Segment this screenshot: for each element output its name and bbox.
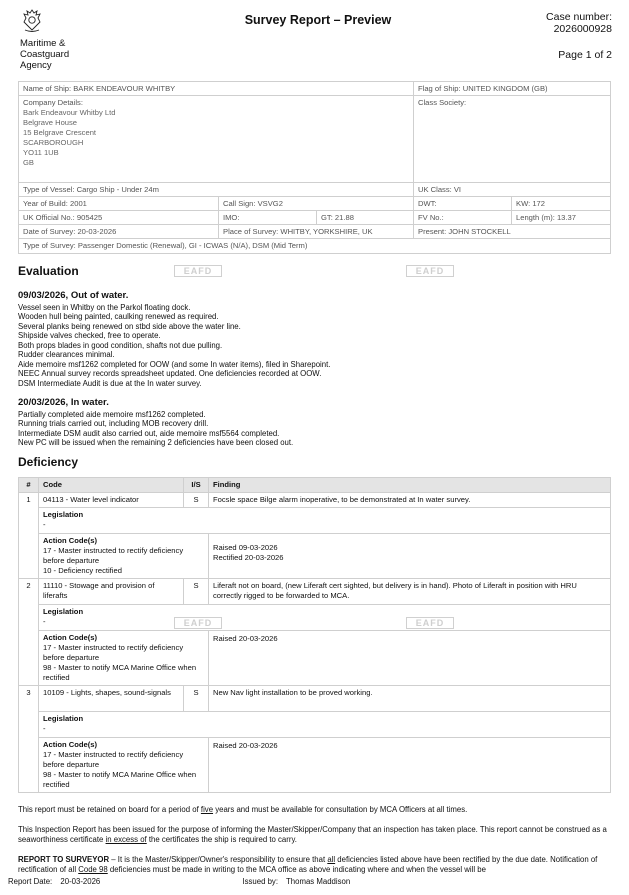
column-header: I/S — [184, 478, 209, 493]
table-row — [19, 712, 611, 738]
uk-class: UK Class: VI — [418, 185, 462, 194]
watermark: EAFD — [174, 617, 222, 629]
report-date-label: Report Date: — [8, 877, 53, 886]
class-society: Class Society: — [418, 98, 467, 107]
legislation-value: - — [43, 520, 46, 529]
deficiency-code: 11110 - Stowage and provision of liferafts — [39, 579, 184, 605]
fv-number: FV No.: — [414, 211, 512, 224]
legislation-cell — [39, 605, 611, 631]
deficiency-table — [18, 477, 611, 793]
evaluation-date: 20/03/2026, In water. — [18, 397, 109, 408]
action-code: 98 - Master to notify MCA Marine Office when rectified — [43, 663, 197, 682]
issued-by: Thomas Maddison — [286, 877, 351, 886]
evaluation-line: DSM Intermediate Audit is due at the In water survey. — [18, 378, 202, 388]
action-code: 10 - Deficiency rectified — [43, 566, 122, 575]
evaluation-line: Running trials carried out, including MOB recovery drill. — [18, 419, 209, 429]
status-line: Raised 20-03-2026 — [213, 634, 278, 643]
legislation-value: - — [43, 724, 46, 733]
kw: KW: 172 — [516, 199, 545, 208]
deficiency-number: 2 — [19, 579, 39, 686]
column-header: Finding — [209, 478, 611, 493]
column-header: # — [19, 478, 39, 493]
evaluation-line: Intermediate DSM audit also carried out, aide memoire msf5564 completed. — [18, 428, 280, 438]
company-details: Company Details: Bark Endeavour Whitby Ltd Belgrave House 15 Belgrave Crescent SCARBOROUGH YO11 1UB GB — [19, 96, 414, 182]
evaluation-line: Both props blades in good condition, shafts not due pulling. — [18, 340, 223, 350]
deficiency-is: S — [184, 493, 209, 508]
agency-name: Maritime & Coastguard Agency — [20, 38, 70, 71]
deficiency-code: 04113 - Water level indicator — [39, 493, 184, 508]
action-codes-label: Action Code(s) — [43, 633, 97, 642]
official-number: UK Official No.: 905425 — [19, 211, 219, 224]
mca-logo — [20, 8, 100, 71]
present: Present: JOHN STOCKELL — [418, 227, 511, 236]
legislation-label: Legislation — [43, 714, 84, 723]
legislation-cell — [39, 508, 611, 534]
status-line: Raised 09-03-2026 — [213, 543, 278, 552]
evaluation-date: 09/03/2026, Out of water. — [18, 290, 129, 301]
report-date: 20-03-2026 — [60, 877, 101, 886]
table-row — [19, 493, 611, 508]
watermark: EAFD — [406, 265, 454, 277]
status-line: Raised 20-03-2026 — [213, 741, 278, 750]
inspection-notice: This Inspection Report has been issued for the purpose of informing the Master/Skipper/Company that an inspection has taken place. This report cannot be construed as a seaworthiness certificate in excess of the certificates the ship is required to carry. — [18, 825, 607, 844]
evaluation-entry — [18, 397, 608, 448]
case-number: Case number: 2026000928 — [546, 11, 612, 35]
table-row — [19, 508, 611, 534]
evaluation-line: Several planks being renewed on stbd side above the water line. — [18, 321, 241, 331]
deficiency-code: 10109 - Lights, shapes, sound-signals — [39, 686, 184, 712]
deficiency-is: S — [184, 686, 209, 712]
evaluation-heading: Evaluation — [18, 264, 79, 278]
evaluation-line: Shipside valves checked, free to operate. — [18, 331, 161, 341]
evaluation-line: Vessel seen in Whitby on the Parkol floating dock. — [18, 302, 191, 312]
evaluation-line: Rudder clearances minimal. — [18, 350, 115, 360]
royal-crest-icon — [20, 8, 44, 34]
evaluation-line: New PC will be issued when the remaining 2 deficiencies have been closed out. — [18, 438, 294, 448]
ship-flag: Flag of Ship: UNITED KINGDOM (GB) — [418, 84, 548, 93]
surveyor-notice: REPORT TO SURVEYOR – It is the Master/Skipper/Owner's responsibility to ensure that all deficiencies listed above have been rectified by the due date. Notification of rectification of all Code 98 deficiencies must be made in writing to the MCA office as above indicating where and when the vessel will be — [18, 855, 598, 874]
table-row — [19, 579, 611, 605]
page-indicator: Page 1 of 2 — [558, 49, 612, 61]
survey-date: Date of Survey: 20-03-2026 — [19, 225, 219, 238]
evaluation-line: Partially completed aide memoire msf1262 completed. — [18, 409, 206, 419]
column-header: Code — [39, 478, 184, 493]
ship-details-table — [18, 81, 611, 254]
deficiency-number: 3 — [19, 686, 39, 793]
action-code: 17 - Master instructed to rectify deficiency before departure — [43, 546, 184, 565]
deficiency-heading: Deficiency — [18, 455, 79, 469]
action-codes-cell — [39, 631, 209, 686]
action-codes-label: Action Code(s) — [43, 536, 97, 545]
call-sign: Call Sign: VSVG2 — [219, 197, 414, 210]
evaluation-line: NEEC Annual survey records spreadsheet updated. One deficiencies recorded at OOW. — [18, 369, 322, 379]
report-meta — [8, 877, 356, 887]
legislation-label: Legislation — [43, 510, 84, 519]
evaluation-line: Wooden hull being painted, caulking renewed as required. — [18, 312, 219, 322]
action-codes-cell — [39, 738, 209, 793]
action-codes-cell — [39, 534, 209, 579]
table-row — [19, 738, 611, 793]
watermark: EAFD — [174, 265, 222, 277]
deficiency-finding: Liferaft not on board, (new Liferaft cert sighted, but delivery is in hand). Photo of Liferaft in position with HRU correctly rigged to be forwarded to MCA. — [209, 579, 611, 605]
gross-tonnage: GT: 21.88 — [317, 211, 414, 224]
status-line: Rectified 20-03-2026 — [213, 553, 284, 562]
survey-type: Type of Survey: Passenger Domestic (Renewal), GI - ICWAS (N/A), DSM (Mid Term) — [23, 241, 308, 250]
table-header-row — [19, 478, 611, 493]
deficiency-is: S — [184, 579, 209, 605]
deficiency-number: 1 — [19, 493, 39, 579]
deficiency-finding: Focsle space Bilge alarm inoperative, to be demonstrated at In water survey. — [209, 493, 611, 508]
legislation-value: - — [43, 617, 46, 626]
vessel-type: Type of Vessel: Cargo Ship - Under 24m — [19, 183, 414, 196]
action-code: 98 - Master to notify MCA Marine Office when rectified — [43, 770, 197, 789]
action-codes-label: Action Code(s) — [43, 740, 97, 749]
deficiency-finding: New Nav light installation to be proved working. — [209, 686, 611, 712]
status-cell — [209, 631, 611, 686]
table-row — [19, 686, 611, 712]
action-code: 17 - Master instructed to rectify deficiency before departure — [43, 750, 184, 769]
action-code: 17 - Master instructed to rectify deficiency before departure — [43, 643, 184, 662]
survey-place: Place of Survey: WHITBY, YORKSHIRE, UK — [219, 225, 414, 238]
length: Length (m): 13.37 — [516, 213, 576, 222]
evaluation-entry — [18, 290, 608, 388]
evaluation-line: Aide memoire msf1262 completed for OOW (and some In water items), filed in Sharepoint. — [18, 359, 331, 369]
table-row — [19, 534, 611, 579]
status-cell — [209, 738, 611, 793]
table-row — [19, 605, 611, 631]
page-title: Survey Report – Preview — [244, 13, 392, 27]
status-cell — [209, 534, 611, 579]
issued-by-label: Issued by: — [242, 877, 278, 886]
imo: IMO: — [219, 211, 317, 224]
report-header — [18, 8, 612, 71]
retention-notice: This report must be retained on board for a period of five years and must be available for consultation by MCA Officers at all times. — [18, 805, 468, 814]
dwt: DWT: — [414, 197, 512, 210]
year-of-build: Year of Build: 2001 — [19, 197, 219, 210]
table-row — [19, 631, 611, 686]
legislation-cell — [39, 712, 611, 738]
legislation-label: Legislation — [43, 607, 84, 616]
watermark: EAFD — [406, 617, 454, 629]
ship-name: Name of Ship: BARK ENDEAVOUR WHITBY — [19, 82, 414, 95]
